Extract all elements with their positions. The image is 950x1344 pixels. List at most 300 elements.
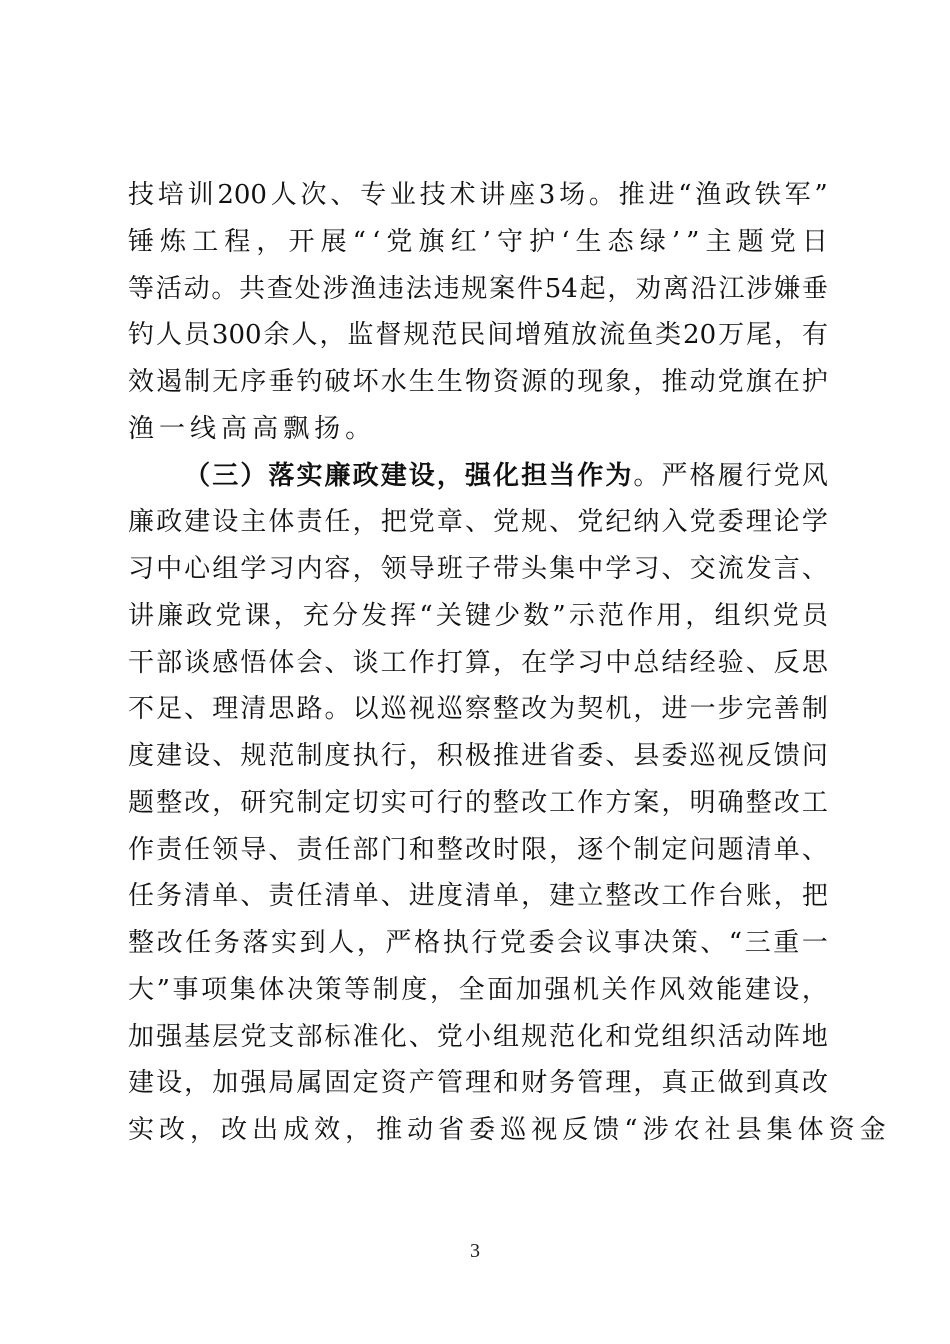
glyph: 规 [240,741,267,771]
glyph: 54 [544,273,578,304]
glyph: 案 [633,787,660,818]
glyph: 章 [436,507,463,538]
glyph: 局 [268,1068,295,1099]
glyph: 立 [577,881,604,912]
text-line [128,873,828,920]
glyph: 党 [386,226,413,257]
glyph: 一 [801,928,828,958]
text-line [128,780,828,827]
glyph: 工 [661,881,688,912]
glyph: 在 [521,647,548,678]
glyph: 清 [464,881,491,912]
text-line [128,920,828,967]
glyph: ， [493,647,520,678]
glyph: 悟 [240,647,267,678]
glyph: 问 [689,834,716,865]
glyph: 个 [605,834,632,865]
glyph: 廉 [157,600,184,631]
glyph: 契 [577,694,604,725]
glyph: 体 [258,974,285,1005]
glyph: 交 [689,554,716,584]
glyph: ， [429,974,456,1005]
glyph: 效 [314,1115,346,1145]
glyph: 200 [217,180,267,210]
glyph: 把 [801,881,828,912]
glyph: 有 [801,320,828,351]
glyph: 善 [773,694,800,725]
glyph: 学 [240,554,267,584]
glyph: 度 [324,741,351,771]
glyph: 理 [745,507,772,538]
glyph: 真 [661,1068,688,1099]
glyph: 进 [521,741,548,771]
glyph: ” [814,180,828,210]
glyph: 钓 [128,320,155,351]
glyph: ‘ [561,226,570,257]
text-line [128,1107,891,1154]
glyph: 固 [324,1068,351,1099]
glyph: ， [774,320,801,351]
glyph: 、 [549,507,576,538]
glyph: 源 [521,367,548,397]
glyph: 。 [324,694,351,725]
glyph: 理 [605,1068,632,1099]
glyph: ， [685,600,712,631]
glyph: 高 [221,413,253,444]
glyph: 党 [772,600,799,631]
glyph: 、 [212,741,239,771]
glyph: 护 [529,226,556,257]
glyph: 挥 [390,600,417,631]
glyph: 强 [156,1021,183,1052]
glyph: 视 [531,1115,563,1145]
glyph: 责 [156,834,183,865]
glyph: 完 [745,694,772,725]
glyph: 培 [157,180,184,210]
glyph: ’ [671,226,681,257]
glyph: 党 [493,507,520,538]
glyph: 度 [128,741,155,771]
glyph: 委 [577,741,604,771]
glyph: 推 [493,741,520,771]
glyph: 范 [549,1021,576,1052]
glyph: 巡 [689,741,716,771]
glyph: 改 [464,834,491,865]
glyph: 到 [745,1068,772,1099]
glyph: 改 [184,787,211,818]
glyph: 炼 [160,226,187,257]
glyph: 心 [184,554,211,584]
glyph: 会 [296,647,323,678]
glyph: 3 [538,180,556,210]
glyph: 行 [380,741,407,771]
glyph: “ [419,600,433,631]
page-number: 3 [470,1240,480,1262]
glyph: 确 [717,787,744,818]
glyph: 起 [579,273,606,304]
glyph: 面 [487,974,514,1005]
glyph: 班 [436,554,463,584]
glyph: 领 [212,834,239,865]
glyph: 绿 [639,226,666,257]
glyph: 。 [633,460,660,491]
glyph: 推 [618,180,645,210]
glyph: 人 [328,928,355,958]
glyph: 县 [735,1115,767,1145]
glyph: 和 [493,1068,520,1099]
glyph: 到 [299,928,326,958]
glyph: ， [356,928,383,958]
glyph: 党 [215,600,242,631]
paragraph [128,172,828,453]
glyph: 明 [689,787,716,818]
glyph: 一 [159,413,191,444]
glyph: 管 [577,1068,604,1099]
glyph: 干 [128,647,155,678]
glyph: 技 [419,180,446,210]
glyph: 任 [324,834,351,865]
glyph: 沿 [690,273,717,304]
glyph: 题 [737,226,764,257]
glyph: 涉 [746,273,773,304]
glyph: 充 [302,600,329,631]
glyph: 单 [493,881,520,912]
glyph: 、 [801,554,828,584]
glyph: 旗 [745,367,772,397]
glyph: 研 [240,787,267,818]
text-line [128,640,828,687]
glyph: 万 [718,320,745,351]
glyph: 强 [240,1068,267,1099]
glyph: 、 [324,647,351,678]
glyph: 党 [769,226,796,257]
glyph: （ [184,460,211,491]
glyph: 铁 [754,180,781,210]
glyph: 单 [773,834,800,865]
glyph: 键 [464,600,491,631]
glyph: 法 [405,273,432,304]
glyph: 化 [577,1021,604,1052]
glyph: 产 [408,1068,435,1099]
glyph: 能 [716,974,743,1005]
glyph: 推 [661,367,688,397]
glyph: 党 [773,460,800,491]
glyph: 作 [128,834,155,865]
glyph: 嫌 [774,273,801,304]
glyph: 任 [128,881,155,912]
glyph: 严 [385,928,412,958]
glyph: 以 [352,694,379,725]
glyph: 坏 [352,367,379,397]
glyph: 务 [156,881,183,912]
glyph: 中 [156,554,183,584]
glyph: 线 [190,413,222,444]
glyph: 建 [156,741,183,771]
glyph: 习 [577,647,604,678]
glyph: 作 [689,881,716,912]
glyph: 重 [773,928,800,958]
glyph: 学 [605,554,632,584]
glyph: ， [633,367,660,397]
glyph: 担 [521,460,548,491]
glyph: 反 [562,1115,594,1145]
glyph: 县 [633,741,660,771]
glyph: 谈 [352,647,379,678]
glyph: 展 [320,226,347,257]
glyph: 廉 [128,507,155,538]
glyph: 一 [689,694,716,725]
glyph: 动 [745,1021,772,1052]
glyph: 讲 [479,180,506,210]
glyph: ， [549,834,576,865]
glyph: 真 [773,1068,800,1099]
glyph: 把 [380,507,407,538]
glyph: 违 [378,273,405,304]
glyph: 进 [408,881,435,912]
text-line [128,266,828,313]
glyph: 步 [717,694,744,725]
glyph: 设 [212,507,239,538]
glyph: 次 [300,180,327,210]
glyph: 程 [224,226,251,257]
glyph: 范 [431,320,458,351]
glyph: 强 [464,460,491,491]
glyph: 执 [352,741,379,771]
glyph: ， [436,460,463,491]
glyph: ， [256,226,283,257]
glyph: 劝 [635,273,662,304]
glyph: 限 [521,834,548,865]
glyph: 强 [544,974,571,1005]
glyph: 流 [717,554,744,584]
glyph: 行 [436,787,463,818]
glyph: 感 [212,647,239,678]
glyph: 制 [372,974,399,1005]
glyph: ， [184,1068,211,1099]
glyph: 事 [614,928,641,958]
glyph: 机 [605,694,632,725]
glyph: 单 [212,881,239,912]
text-line [128,546,828,593]
glyph: 守 [497,226,524,257]
glyph: 准 [352,1021,379,1052]
glyph: 廉 [324,460,351,491]
glyph: 渔 [350,273,377,304]
glyph: 执 [442,928,469,958]
glyph: 总 [633,647,660,678]
glyph: 涉 [642,1115,674,1145]
text-line [128,359,828,406]
glyph: 决 [642,928,669,958]
glyph: 整 [605,881,632,912]
glyph: 制 [184,367,211,397]
glyph: 体 [797,1115,829,1145]
glyph: 策 [315,974,342,1005]
glyph: 效 [687,974,714,1005]
glyph: 在 [773,367,800,397]
glyph: 工 [801,787,828,818]
glyph: 处 [294,273,321,304]
glyph: 江 [718,273,745,304]
glyph: 旗 [418,226,445,257]
glyph: 言 [773,554,800,584]
glyph: 用 [656,600,683,631]
glyph: 的 [549,367,576,397]
glyph: 思 [801,647,828,678]
glyph: 金 [859,1115,891,1145]
glyph: ， [801,974,828,1005]
glyph: 座 [509,180,536,210]
glyph: 究 [268,787,295,818]
glyph: 监 [347,320,374,351]
glyph: 改 [773,787,800,818]
glyph: 开 [288,226,315,257]
glyph: 账 [745,881,772,912]
glyph: 巡 [500,1115,532,1145]
glyph: ‘ [372,226,381,257]
glyph: 规 [461,273,488,304]
text-line [128,1014,828,1061]
glyph: ， [212,787,239,818]
glyph: 党 [240,1021,267,1052]
glyph: 全 [458,974,485,1005]
glyph: ， [408,741,435,771]
glyph: 正 [689,1068,716,1099]
glyph: 规 [403,320,430,351]
glyph: 范 [268,741,295,771]
glyph: 集 [549,554,576,584]
glyph: 责 [296,507,323,538]
glyph: 任 [184,834,211,865]
glyph: 成 [283,1115,315,1145]
glyph: 履 [717,460,744,491]
glyph: 等 [128,273,155,304]
glyph: 锤 [128,226,155,257]
glyph: 政 [186,600,213,631]
glyph: 、 [184,694,211,725]
glyph: 党 [577,507,604,538]
glyph: “ [678,180,692,210]
glyph: 实 [128,1115,160,1145]
glyph: 馈 [773,741,800,771]
glyph: 查 [266,273,293,304]
glyph: 、 [801,834,828,865]
glyph: 标 [324,1021,351,1052]
glyph: 渔 [695,180,722,210]
glyph: 生 [436,367,463,397]
glyph: 整 [156,787,183,818]
glyph: 基 [184,1021,211,1052]
glyph: 机 [573,974,600,1005]
glyph: 改 [156,928,183,958]
glyph: 制 [296,787,323,818]
glyph: 格 [414,928,441,958]
glyph: 化 [493,460,520,491]
glyph: 项 [201,974,228,1005]
glyph: 、 [240,881,267,912]
glyph: 遏 [156,367,183,397]
glyph: 出 [252,1115,284,1145]
glyph: 题 [717,834,744,865]
glyph: 中 [577,554,604,584]
glyph: 党 [689,507,716,538]
glyph: 务 [549,1068,576,1099]
glyph: 体 [268,647,295,678]
glyph: 动 [183,273,210,304]
glyph: 讲 [128,600,155,631]
glyph: 视 [717,741,744,771]
glyph: 高 [252,413,284,444]
glyph: 改 [521,787,548,818]
glyph: 做 [717,1068,744,1099]
glyph: 打 [436,647,463,678]
glyph: 动 [407,1115,439,1145]
glyph: 垂 [268,367,295,397]
glyph: 。 [345,413,377,444]
glyph: 学 [549,647,576,678]
text-line [128,453,828,500]
glyph: 定 [352,1068,379,1099]
glyph: 飘 [283,413,315,444]
glyph: 省 [549,741,576,771]
glyph: 属 [296,1068,323,1099]
glyph: 员 [801,600,828,631]
glyph: 经 [689,647,716,678]
glyph: 台 [717,881,744,912]
glyph: ， [273,600,300,631]
glyph: 垂 [801,273,828,304]
glyph: 扬 [314,413,346,444]
glyph: 发 [361,600,388,631]
glyph: 建 [549,881,576,912]
glyph: ， [661,787,688,818]
glyph: 水 [380,367,407,397]
glyph: 放 [571,320,598,351]
glyph: 主 [705,226,732,257]
glyph: 作 [577,460,604,491]
glyph: 清 [184,881,211,912]
glyph: 态 [607,226,634,257]
glyph: 件 [516,273,543,304]
glyph: 工 [192,226,219,257]
glyph: 察 [464,694,491,725]
glyph: “ [728,928,743,958]
glyph: 门 [380,834,407,865]
glyph: ， [633,1068,660,1099]
glyph: 纳 [633,507,660,538]
glyph: 体 [268,507,295,538]
glyph: 农 [673,1115,705,1145]
glyph: 委 [528,928,555,958]
glyph: 度 [401,974,428,1005]
glyph: 任 [296,881,323,912]
glyph: 结 [661,647,688,678]
glyph: 三 [212,460,239,491]
glyph: 专 [360,180,387,210]
glyph: 改 [633,881,660,912]
glyph [156,453,182,500]
glyph: 织 [689,1021,716,1052]
glyph: 增 [515,320,542,351]
glyph: ， [352,507,379,538]
glyph: 民 [459,320,486,351]
text-line [128,686,828,733]
glyph: 验 [717,647,744,678]
glyph: 设 [184,741,211,771]
text-line [128,1060,828,1107]
glyph: 督 [375,320,402,351]
glyph: 加 [212,1068,239,1099]
